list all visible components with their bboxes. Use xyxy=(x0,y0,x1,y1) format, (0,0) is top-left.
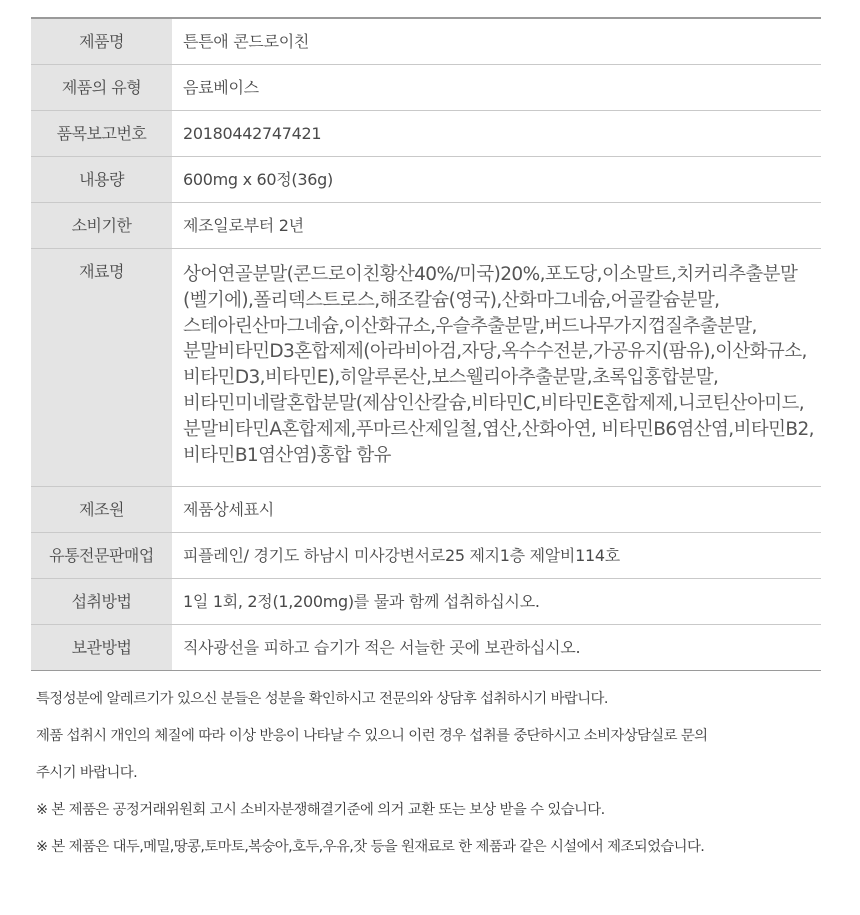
note-line: 특정성분에 알레르기가 있으신 분들은 성분을 확인하시고 전문의와 상담후 섭취하시기 바랍니다. xyxy=(36,691,608,707)
table-row xyxy=(31,533,821,579)
table-row xyxy=(31,111,821,157)
row-value: 제품상세표시 xyxy=(183,500,274,520)
row-value: 튼튼애 콘드로이친 xyxy=(183,32,310,51)
table-row xyxy=(31,65,821,111)
row-value: 600mg x 60정(36g) xyxy=(183,170,333,189)
table-row xyxy=(31,18,821,65)
row-value: 직사광선을 피하고 습기가 적은 서늘한 곳에 보관하십시오. xyxy=(183,638,581,658)
caution-notes xyxy=(36,681,826,866)
note-line: 제품 섭취시 개인의 체질에 따라 이상 반응이 나타날 수 있으니 이런 경우 섭취를 중단하시고 소비자상담실로 문의 xyxy=(36,728,708,744)
row-label: 제품의 유형 xyxy=(31,65,172,111)
row-value: 제조일로부터 2년 xyxy=(183,216,304,235)
table-row xyxy=(31,157,821,203)
row-label: 품목보고번호 xyxy=(31,111,172,157)
row-label: 내용량 xyxy=(31,157,172,203)
row-value: 20180442747421 xyxy=(183,124,322,143)
row-value: 피플레인/ 경기도 하남시 미사강변서로25 제지1층 제알비114호 xyxy=(183,546,620,566)
row-label: 제품명 xyxy=(31,18,172,65)
row-label: 보관방법 xyxy=(31,625,172,671)
note-line: 주시기 바랍니다. xyxy=(36,765,138,781)
row-label: 재료명 xyxy=(31,249,172,487)
table-row xyxy=(31,625,821,671)
table-row xyxy=(31,249,821,487)
row-value: 1일 1회, 2정(1,200mg)를 물과 함께 섭취하십시오. xyxy=(183,592,540,612)
table-row xyxy=(31,203,821,249)
note-line: ※ 본 제품은 대두,메밀,땅콩,토마토,복숭아,호두,우유,잣 등을 원재료로 한 제품과 같은 시설에서 제조되었습니다. xyxy=(36,839,705,855)
ingredients-value: 상어연골분말(콘드로이친황산40%/미국)20%,포도당,이소말트,치커리추출분말(벨기에),폴리덱스트로스,해조칼슘(영국),산화마그네슘,어골칼슘분말,스테아린산마그네슘,이산화규소,우슬추출분말,버드나무가지껍질추출분말,분말비타민D3혼합제제(아라비아검,자당,옥수수전분,가공유지(팜유),이산화규소,비타민D3,비타민E),히알루론산,보스웰리아추출분말,초록입홍합분말,비타민미네랄혼합분말(제삼인산칼슘,비타민C,비타민E혼합제제,니코틴산아미드,분말비타민A혼합제제,푸마르산제일철,엽산,산화아연, 비타민B6염산염,비타민B2,비타민B1염산염)홍합 함유 xyxy=(183,264,814,466)
row-value: 음료베이스 xyxy=(183,78,259,97)
note-line: ※ 본 제품은 공정거래위원회 고시 소비자분쟁해결기준에 의거 교환 또는 보상 받을 수 있습니다. xyxy=(36,802,605,818)
table-row xyxy=(31,487,821,533)
table-row xyxy=(31,579,821,625)
row-label: 소비기한 xyxy=(31,203,172,249)
row-label: 제조원 xyxy=(31,487,172,533)
row-label: 섭취방법 xyxy=(31,579,172,625)
product-info-table xyxy=(31,17,821,671)
row-label: 유통전문판매업 xyxy=(31,533,172,579)
